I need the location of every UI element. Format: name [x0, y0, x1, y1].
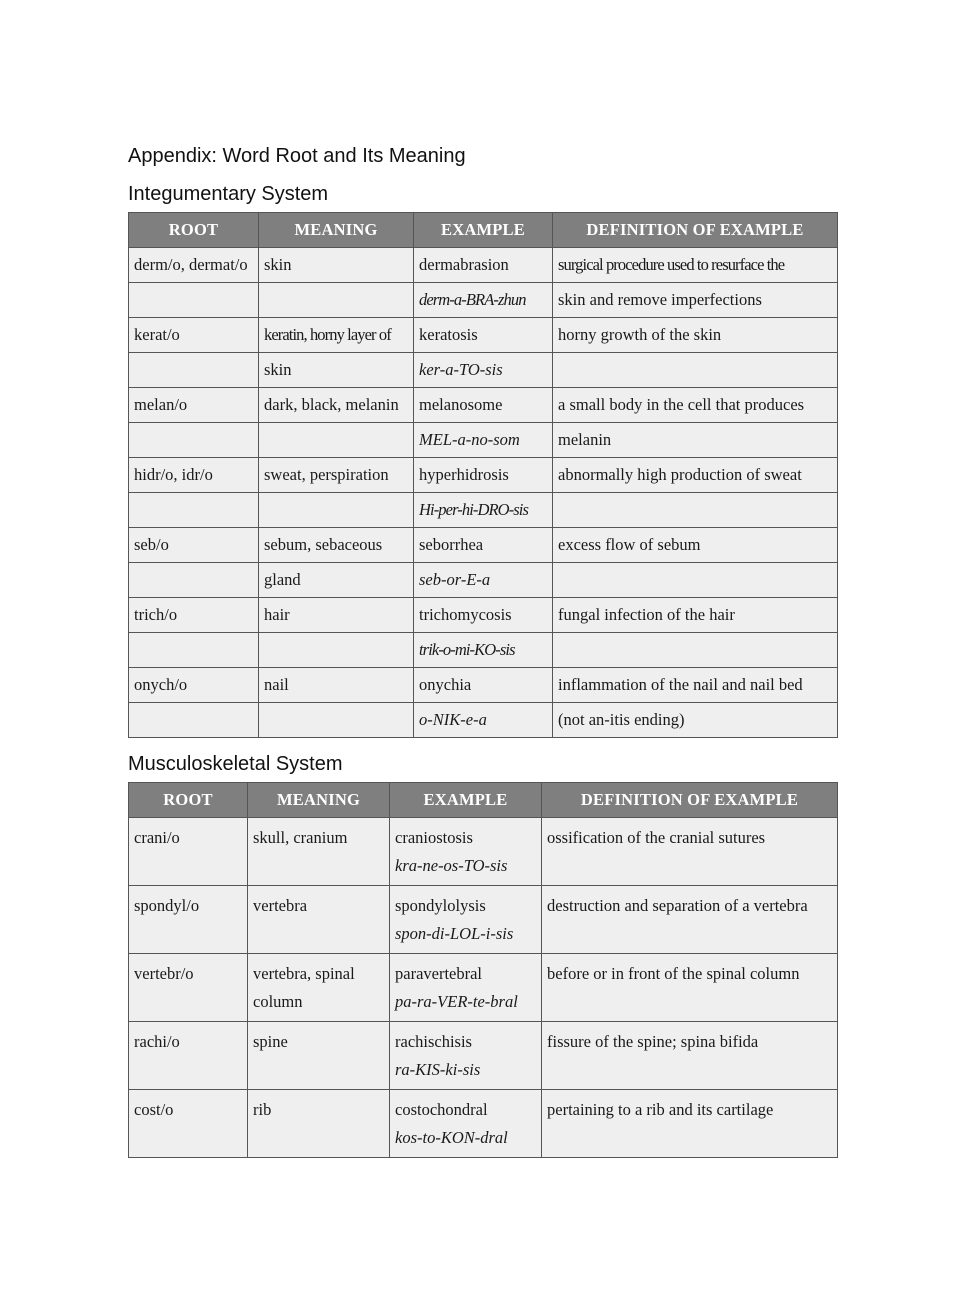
table-row [129, 668, 838, 703]
meaning-cell [259, 283, 414, 318]
example-cell [390, 886, 542, 954]
root-cell [129, 633, 259, 668]
example-word: rachischisis [395, 1032, 472, 1051]
definition-cell [553, 563, 838, 598]
meaning-cell: vertebra [248, 886, 390, 954]
table-row [129, 1090, 838, 1158]
definition-cell: excess flow of sebum [553, 528, 838, 563]
root-cell [129, 283, 259, 318]
root-cell: rachi/o [129, 1022, 248, 1090]
definition-cell: destruction and separation of a vertebra [542, 886, 838, 954]
definition-cell [553, 493, 838, 528]
example-cell [390, 1090, 542, 1158]
meaning-cell: gland [259, 563, 414, 598]
definition-cell: inflammation of the nail and nail bed [553, 668, 838, 703]
meaning-cell: sebum, sebaceous [259, 528, 414, 563]
meaning-cell [259, 633, 414, 668]
definition-cell: fungal infection of the hair [553, 598, 838, 633]
example-cell: trichomycosis [414, 598, 553, 633]
example-pronunciation: kra-ne-os-TO-sis [395, 856, 508, 875]
definition-cell: a small body in the cell that produces [553, 388, 838, 423]
pronunciation-cell: MEL-a-no-som [414, 423, 553, 458]
meaning-cell [259, 423, 414, 458]
table-row [129, 423, 838, 458]
table-row [129, 283, 838, 318]
example-cell [390, 1022, 542, 1090]
page-title: Appendix: Word Root and Its Meaning [128, 145, 466, 167]
meaning-cell: nail [259, 668, 414, 703]
root-cell [129, 493, 259, 528]
definition-cell: skin and remove imperfections [553, 283, 838, 318]
column-header-root: ROOT [129, 783, 248, 818]
root-cell: trich/o [129, 598, 259, 633]
column-header-meaning: MEANING [259, 213, 414, 248]
meaning-cell: skin [259, 353, 414, 388]
root-cell: vertebr/o [129, 954, 248, 1022]
definition-cell: abnormally high production of sweat [553, 458, 838, 493]
table-row [129, 886, 838, 954]
column-header-example: EXAMPLE [414, 213, 553, 248]
pronunciation-cell: seb-or-E-a [414, 563, 553, 598]
column-header-example: EXAMPLE [390, 783, 542, 818]
table-header-row [129, 783, 838, 818]
musculoskeletal-heading: Musculoskeletal System [128, 753, 343, 775]
column-header-definition: DEFINITION OF EXAMPLE [553, 213, 838, 248]
example-cell: onychia [414, 668, 553, 703]
pronunciation-cell: derm-a-BRA-zhun [414, 283, 553, 318]
definition-cell: horny growth of the skin [553, 318, 838, 353]
table-row [129, 563, 838, 598]
pronunciation-cell: o-NIK-e-a [414, 703, 553, 738]
root-cell: melan/o [129, 388, 259, 423]
definition-cell: fissure of the spine; spina bifida [542, 1022, 838, 1090]
table-row [129, 1022, 838, 1090]
example-cell: seborrhea [414, 528, 553, 563]
root-cell: hidr/o, idr/o [129, 458, 259, 493]
example-pronunciation: pa-ra-VER-te-bral [395, 992, 518, 1011]
root-cell: spondyl/o [129, 886, 248, 954]
definition-cell [553, 353, 838, 388]
column-header-root: ROOT [129, 213, 259, 248]
meaning-cell: skin [259, 248, 414, 283]
definition-cell: ossification of the cranial sutures [542, 818, 838, 886]
meaning-cell: sweat, perspiration [259, 458, 414, 493]
example-pronunciation: spon-di-LOL-i-sis [395, 924, 514, 943]
example-word: spondylolysis [395, 896, 486, 915]
example-cell [390, 954, 542, 1022]
root-cell [129, 353, 259, 388]
integumentary-table [128, 212, 838, 738]
root-cell: crani/o [129, 818, 248, 886]
root-cell [129, 423, 259, 458]
table-row [129, 388, 838, 423]
root-cell [129, 563, 259, 598]
meaning-cell [259, 493, 414, 528]
root-cell: kerat/o [129, 318, 259, 353]
table-row [129, 493, 838, 528]
table-row [129, 818, 838, 886]
definition-cell: melanin [553, 423, 838, 458]
table-row [129, 633, 838, 668]
table-row [129, 703, 838, 738]
example-cell: keratosis [414, 318, 553, 353]
meaning-cell [259, 703, 414, 738]
meaning-cell: dark, black, melanin [259, 388, 414, 423]
example-word: paravertebral [395, 964, 483, 983]
example-cell: dermabrasion [414, 248, 553, 283]
table-row [129, 248, 838, 283]
pronunciation-cell: Hi-per-hi-DRO-sis [414, 493, 553, 528]
meaning-cell: keratin, horny layer of [259, 318, 414, 353]
column-header-definition: DEFINITION OF EXAMPLE [542, 783, 838, 818]
table-row [129, 598, 838, 633]
definition-cell: surgical procedure used to resurface the [553, 248, 838, 283]
definition-cell: before or in front of the spinal column [542, 954, 838, 1022]
meaning-cell: hair [259, 598, 414, 633]
meaning-cell: vertebra, spinal column [248, 954, 390, 1022]
example-pronunciation: kos-to-KON-dral [395, 1128, 508, 1147]
pronunciation-cell: trik-o-mi-KO-sis [414, 633, 553, 668]
table-row [129, 954, 838, 1022]
example-pronunciation: ra-KIS-ki-sis [395, 1060, 481, 1079]
example-cell: melanosome [414, 388, 553, 423]
table-row [129, 353, 838, 388]
example-cell: hyperhidrosis [414, 458, 553, 493]
example-word: costochondral [395, 1100, 488, 1119]
meaning-cell: skull, cranium [248, 818, 390, 886]
meaning-cell: spine [248, 1022, 390, 1090]
example-cell [390, 818, 542, 886]
definition-cell: pertaining to a rib and its cartilage [542, 1090, 838, 1158]
integumentary-heading: Integumentary System [128, 183, 329, 205]
musculoskeletal-table [128, 782, 838, 1158]
example-word: craniostosis [395, 828, 473, 847]
column-header-meaning: MEANING [248, 783, 390, 818]
definition-cell: (not an-itis ending) [553, 703, 838, 738]
root-cell: cost/o [129, 1090, 248, 1158]
table-row [129, 458, 838, 493]
root-cell: seb/o [129, 528, 259, 563]
table-row [129, 318, 838, 353]
root-cell [129, 703, 259, 738]
root-cell: onych/o [129, 668, 259, 703]
root-cell: derm/o, dermat/o [129, 248, 259, 283]
table-header-row [129, 213, 838, 248]
pronunciation-cell: ker-a-TO-sis [414, 353, 553, 388]
meaning-cell: rib [248, 1090, 390, 1158]
definition-cell [553, 633, 838, 668]
table-row [129, 528, 838, 563]
